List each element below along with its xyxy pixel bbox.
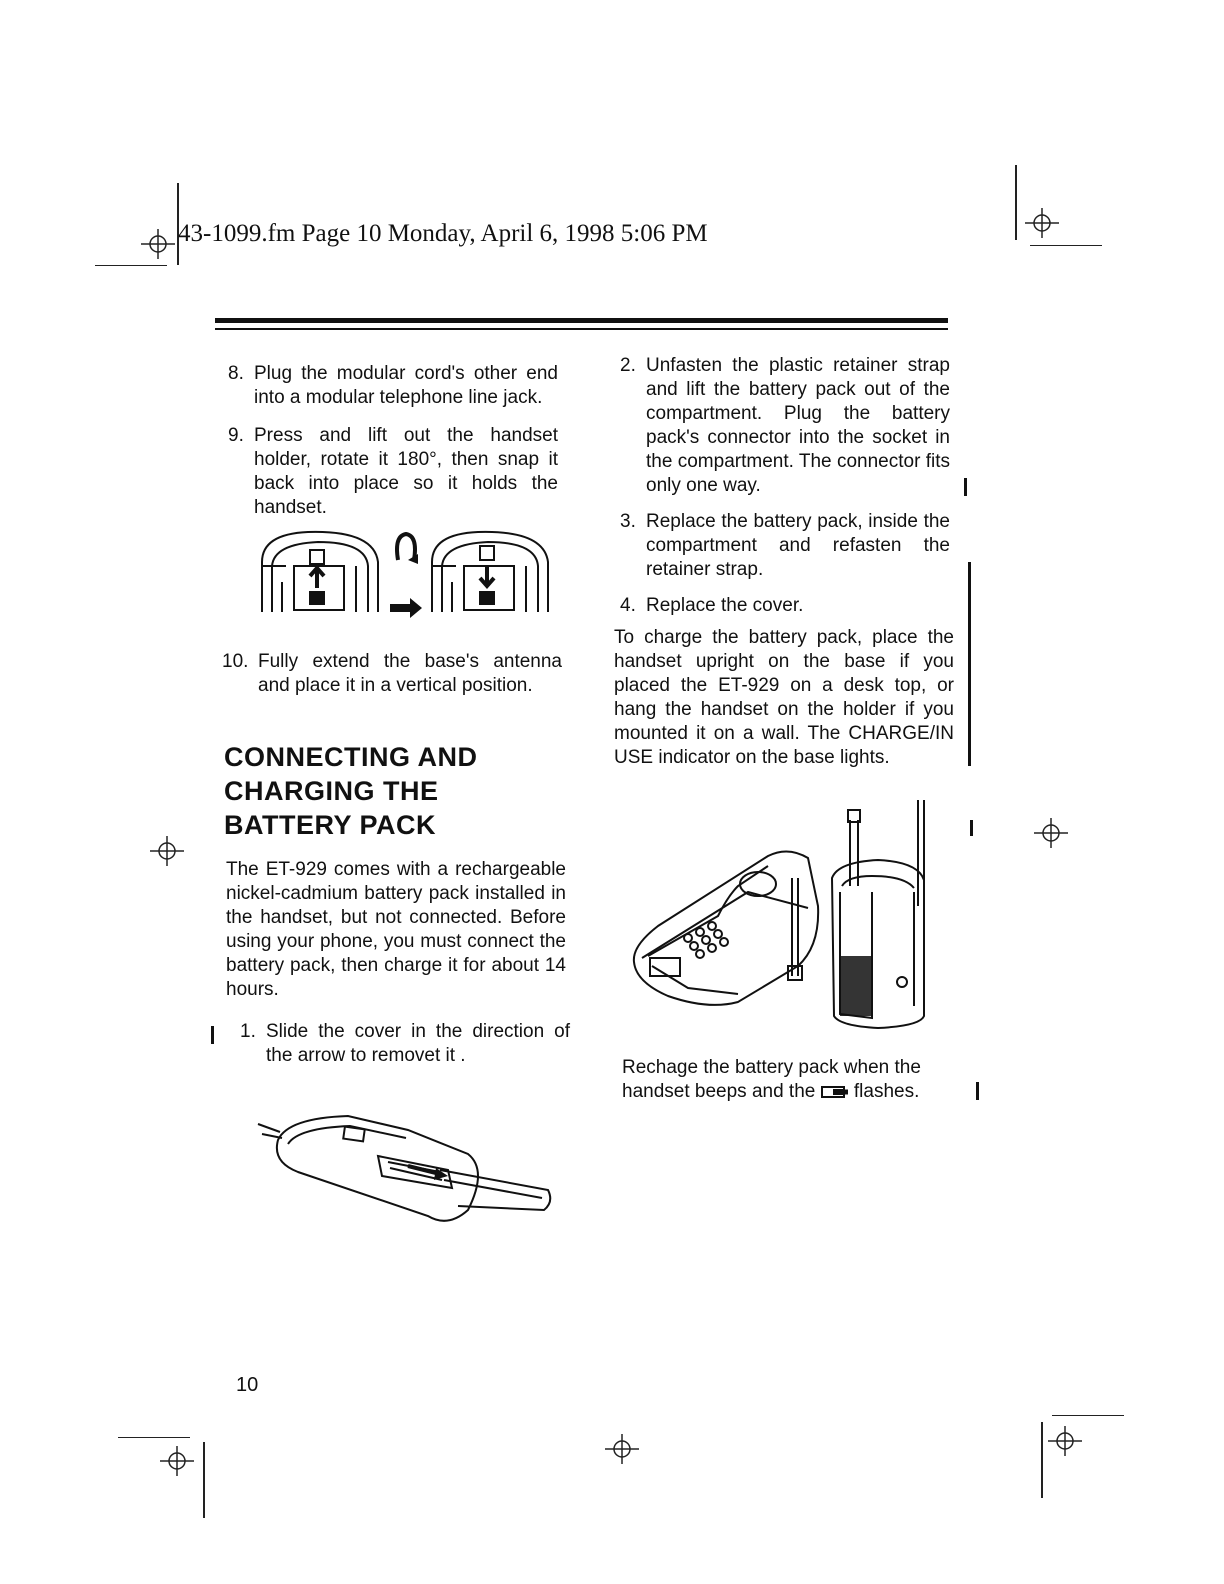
registration-mark-icon: [141, 227, 175, 261]
right-arrow-icon: [390, 598, 422, 618]
registration-mark-icon: [605, 1432, 639, 1466]
registration-mark-icon: [160, 1444, 194, 1478]
change-bar: [970, 820, 973, 836]
registration-mark-icon: [1025, 206, 1059, 240]
crop-line-bottom-left-horizontal: [118, 1437, 190, 1438]
page-number: 10: [236, 1374, 259, 1396]
top-rule-thin: [215, 328, 948, 330]
crop-line-top-right-horizontal: [1030, 245, 1102, 246]
registration-mark-icon: [150, 834, 184, 868]
change-bar: [964, 478, 967, 496]
list-item: 9. Press and lift out the handset holder, rotate it 180°, then snap it back into place so it holds the handset.: [228, 425, 558, 518]
intro-paragraph: The ET-929 comes with a rechargeable nickel-cadmium battery pack installed in the handset, but not connected. Before using your phone, you must connect the battery pack, then charge it for about 14 hours.: [226, 859, 566, 1000]
recharge-paragraph: Rechage the battery pack when the handset beeps and the flashes.: [622, 1057, 921, 1102]
registration-mark-icon: [1048, 1424, 1082, 1458]
change-bar: [211, 1026, 214, 1044]
step-1: 1. Slide the cover in the direction of the arrow to removet it .: [240, 1021, 570, 1066]
section-heading: CONNECTING AND CHARGING THE BATTERY PACK: [224, 742, 478, 840]
right-steps: 2. Unfasten the plastic retainer strap and lift the battery pack out of the compartment. Plug the battery pack's connector into the socket in the compartment. The connector fits only one way. 3. Replace the battery pack, inside the compartment and refasten the retainer strap. 4. Replace the cover.: [620, 355, 950, 616]
list-item: 8. Plug the modular cord's other end into a modular telephone line jack.: [228, 363, 558, 408]
crop-line-bottom-left-vertical: [203, 1442, 205, 1518]
handset-holder-illustration: [258, 526, 550, 618]
battery-cover-illustration: [258, 1110, 554, 1230]
file-info-header: 43-1099.fm Page 10 Monday, April 6, 1998 5:06 PM: [178, 220, 708, 247]
crop-line-bottom-right-vertical: [1041, 1422, 1043, 1498]
step-10: 10. Fully extend the base's antenna and place it in a vertical position.: [222, 651, 562, 696]
top-rule-thick: [215, 318, 948, 323]
crop-line-top-left-horizontal: [95, 265, 167, 266]
crop-line-bottom-right-horizontal: [1052, 1415, 1124, 1416]
rotate-arrow-icon: [397, 534, 418, 564]
registration-mark-icon: [1034, 816, 1068, 850]
crop-line-top-right-vertical: [1015, 165, 1017, 240]
change-bar: [976, 1082, 979, 1100]
change-bar: [968, 562, 971, 766]
charge-paragraph: To charge the battery pack, place the handset upright on the base if you placed the ET-929 on a desk top, or hang the handset on the holder if you mounted it on a wall. The CHARGE/IN USE indicator on the base lights.: [614, 627, 954, 768]
battery-low-icon: [821, 1086, 849, 1098]
phone-charging-illustration: [628, 796, 940, 1028]
